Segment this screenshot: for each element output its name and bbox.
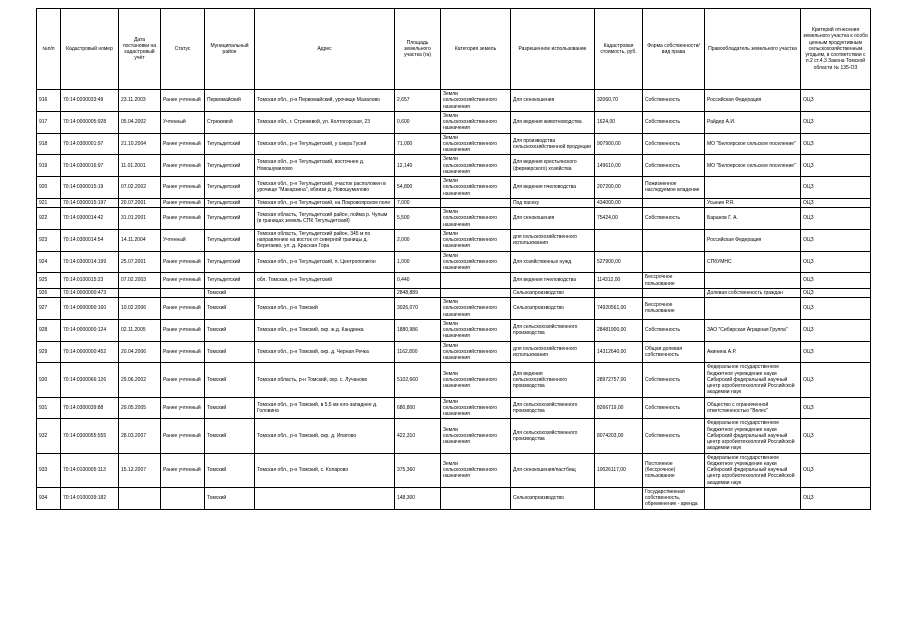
table-cell: Собственность bbox=[643, 363, 705, 397]
table-cell: Для ведения пчеловодства bbox=[511, 177, 595, 199]
table-cell: 20.04.2006 bbox=[119, 341, 161, 363]
table-cell: Для производства сельскохозяйственной продукции bbox=[511, 133, 595, 155]
table-cell: 923 bbox=[37, 229, 61, 251]
table-cell: 70:14:0300039:88 bbox=[61, 397, 119, 419]
table-cell: Томская обл., г. Стрежевой, ул. Колтогорская, 23 bbox=[255, 111, 395, 133]
table-row bbox=[37, 208, 871, 230]
table-cell bbox=[441, 273, 511, 289]
table-cell: 70:14:0300015:197 bbox=[61, 198, 119, 207]
table-cell: 1880,986 bbox=[395, 319, 441, 341]
table-cell: Томская обл., р-н Томский, окр. д. Ипатово bbox=[255, 419, 395, 453]
table-cell: Томский bbox=[205, 487, 255, 509]
table-cell: Для сенокошения bbox=[511, 90, 595, 112]
table-cell: 927 bbox=[37, 298, 61, 320]
column-header-5: Муниципальный район bbox=[205, 9, 255, 90]
table-cell: Земли сельскохозяйственного назначения bbox=[441, 397, 511, 419]
table-cell: ОЦЗ bbox=[801, 273, 871, 289]
table-cell: 8266719,00 bbox=[595, 397, 643, 419]
table-cell: ОЦЗ bbox=[801, 397, 871, 419]
table-cell: МО "Белоярское сельское поселение" bbox=[705, 155, 801, 177]
table-cell: 54,800 bbox=[395, 177, 441, 199]
table-cell: Земли сельскохозяйственного назначения bbox=[441, 177, 511, 199]
table-cell: Первомайский bbox=[205, 90, 255, 112]
table-cell: 932 bbox=[37, 419, 61, 453]
table-cell: 434000,00 bbox=[595, 198, 643, 207]
table-cell: 907900,00 bbox=[595, 133, 643, 155]
table-cell: Земли сельскохозяйственного назначения bbox=[441, 90, 511, 112]
table-cell: 680,800 bbox=[395, 397, 441, 419]
table-cell: 1162,800 bbox=[395, 341, 441, 363]
table-cell: Томская обл., р-н Тегульдетский, восточнее д. Новошумилово bbox=[255, 155, 395, 177]
column-header-8: Категория земель bbox=[441, 9, 511, 90]
table-cell: 0,600 bbox=[395, 111, 441, 133]
table-cell: 07.02.2002 bbox=[119, 177, 161, 199]
table-cell: Земли сельскохозяйственного назначения bbox=[441, 155, 511, 177]
table-cell: ОЦЗ bbox=[801, 251, 871, 273]
table-cell: Сельхозпроизводство bbox=[511, 288, 595, 297]
table-row bbox=[37, 229, 871, 251]
table-cell: Акинина А.Р. bbox=[705, 341, 801, 363]
table-cell bbox=[441, 198, 511, 207]
table-cell bbox=[119, 288, 161, 297]
table-cell: для сельскохозяйственного использования bbox=[511, 229, 595, 251]
table-cell: 32060,70 bbox=[595, 90, 643, 112]
table-cell: Собственность bbox=[643, 90, 705, 112]
table-cell: Общество с ограниченной ответственностью "Велес" bbox=[705, 397, 801, 419]
table-header bbox=[37, 9, 871, 90]
table-cell: Томский bbox=[205, 319, 255, 341]
table-cell: Федеральное государственное бюджетное учреждение науки Сибирский федеральный научный центр агробиотехнологий Российской академии наук bbox=[705, 453, 801, 487]
table-cell: 05.04.2002 bbox=[119, 111, 161, 133]
table-cell: Бессрочное пользование bbox=[643, 298, 705, 320]
table-cell: обл. Томская, р-н Тегульдетский bbox=[255, 273, 395, 289]
table-cell: 15.12.2007 bbox=[119, 453, 161, 487]
table-row bbox=[37, 419, 871, 453]
table-cell: 12,140 bbox=[395, 155, 441, 177]
table-cell: ОЦЗ bbox=[801, 198, 871, 207]
table-cell bbox=[643, 229, 705, 251]
table-cell: Ранее учтенный bbox=[161, 298, 205, 320]
table-cell: 919 bbox=[37, 155, 61, 177]
table-cell: Тегульдетский bbox=[205, 198, 255, 207]
table-cell: 70:14:0300015:19 bbox=[61, 177, 119, 199]
table-cell: 10.02.2006 bbox=[119, 298, 161, 320]
table-cell: 934 bbox=[37, 487, 61, 509]
table-cell: Учтенный bbox=[161, 229, 205, 251]
table-cell: Земли сельскохозяйственного назначения bbox=[441, 229, 511, 251]
table-cell: 207200,00 bbox=[595, 177, 643, 199]
table-cell: Земли сельскохозяйственного назначения bbox=[441, 363, 511, 397]
table-cell: 924 bbox=[37, 251, 61, 273]
table-cell: 70:14:0000005:928 bbox=[61, 111, 119, 133]
table-cell: Тегульдетский bbox=[205, 229, 255, 251]
table-cell: 933 bbox=[37, 453, 61, 487]
table-cell: ОЦЗ bbox=[801, 487, 871, 509]
table-cell: Собственность bbox=[643, 419, 705, 453]
table-cell: Томский bbox=[205, 397, 255, 419]
table-cell: СПбУМНС bbox=[705, 251, 801, 273]
table-cell: Собственность bbox=[643, 319, 705, 341]
column-header-9: Разрешенное использование bbox=[511, 9, 595, 90]
table-cell: 14.11.2004 bbox=[119, 229, 161, 251]
table-cell: Томский bbox=[205, 298, 255, 320]
table-cell: 31.01.2001 bbox=[119, 208, 161, 230]
table-cell: 70:14:0300016:97 bbox=[61, 155, 119, 177]
table-cell: ОЦЗ bbox=[801, 298, 871, 320]
table-cell: Для ведения животноводства bbox=[511, 111, 595, 133]
table-cell: Федеральное государственное бюджетное учреждение науки Сибирский федеральный научный центр агробиотехнологий Российской академии наук bbox=[705, 363, 801, 397]
table-cell: 70:14:0300066:126 bbox=[61, 363, 119, 397]
table-cell: ОЦЗ bbox=[801, 363, 871, 397]
table-cell bbox=[595, 229, 643, 251]
table-cell: Томский bbox=[205, 363, 255, 397]
table-cell: 75424,00 bbox=[595, 208, 643, 230]
table-cell bbox=[705, 487, 801, 509]
column-header-13: Критерий отнесения земельного участка к особо ценным продуктивным сельскохозяйственным угодьям, в соответствии с п.2 ст.4.3 Закона Томской области № 135-ОЗ bbox=[801, 9, 871, 90]
table-cell: Земли сельскохозяйственного назначения bbox=[441, 341, 511, 363]
table-cell bbox=[705, 298, 801, 320]
table-cell: Усынин Р.Я. bbox=[705, 198, 801, 207]
table-cell: 925 bbox=[37, 273, 61, 289]
table-cell: Томская обл., р-н Томский, окр. ж.д. Кандинка bbox=[255, 319, 395, 341]
table-cell bbox=[255, 487, 395, 509]
table-cell: 5,500 bbox=[395, 208, 441, 230]
table-cell: 2,000 bbox=[395, 229, 441, 251]
table-cell: 929 bbox=[37, 341, 61, 363]
table-cell: 74920561,00 bbox=[595, 298, 643, 320]
table-cell: 920 bbox=[37, 177, 61, 199]
table-cell: 70:14:0000000:124 bbox=[61, 319, 119, 341]
table-cell: 70:14:0300014:199 bbox=[61, 251, 119, 273]
table-cell: 28972757,00 bbox=[595, 363, 643, 397]
table-cell: Томская обл., р-н Первомайский, урочище Мазалово bbox=[255, 90, 395, 112]
table-cell: Ранее учтенный bbox=[161, 177, 205, 199]
column-header-1: №п/п bbox=[37, 9, 61, 90]
table-cell: Томская обл., р-н Тегульдетский, на Покровоярском поле bbox=[255, 198, 395, 207]
table-cell: 7,000 bbox=[395, 198, 441, 207]
table-cell: 926 bbox=[37, 288, 61, 297]
table-cell: ОЦЗ bbox=[801, 288, 871, 297]
table-cell: Общая долевая собственность bbox=[643, 341, 705, 363]
table-cell: 28.03.2007 bbox=[119, 419, 161, 453]
table-cell: Собственность bbox=[643, 111, 705, 133]
table-body bbox=[37, 90, 871, 510]
table-cell: Ранее учтенный bbox=[161, 341, 205, 363]
table-cell: Российская Федерация bbox=[705, 229, 801, 251]
table-cell: Под пасеку bbox=[511, 198, 595, 207]
table-cell: Томский bbox=[205, 419, 255, 453]
table-cell bbox=[595, 487, 643, 509]
table-cell: 10026117,00 bbox=[595, 453, 643, 487]
table-cell: 422,310 bbox=[395, 419, 441, 453]
table-cell: 921 bbox=[37, 198, 61, 207]
table-cell: Ранее учтенный bbox=[161, 208, 205, 230]
table-cell: МО "Белоярское сельское поселение" bbox=[705, 133, 801, 155]
table-cell: Стрежевой bbox=[205, 111, 255, 133]
table-cell: 70:14:0300014:54 bbox=[61, 229, 119, 251]
table-row bbox=[37, 177, 871, 199]
table-cell bbox=[255, 288, 395, 297]
table-cell: 916 bbox=[37, 90, 61, 112]
table-cell: Земли сельскохозяйственного назначения bbox=[441, 251, 511, 273]
table-cell bbox=[119, 487, 161, 509]
table-cell: 70:14:0300001:97 bbox=[61, 133, 119, 155]
table-cell: 2848,889 bbox=[395, 288, 441, 297]
table-cell: Тегульдетский bbox=[205, 273, 255, 289]
table-cell: Собственность bbox=[643, 208, 705, 230]
table-cell: 23.11.2003 bbox=[119, 90, 161, 112]
table-cell: 527900,00 bbox=[595, 251, 643, 273]
table-row bbox=[37, 363, 871, 397]
table-cell: Ранее учтенный bbox=[161, 419, 205, 453]
table-cell: 5102,660 bbox=[395, 363, 441, 397]
table-cell: Для ведения пчеловодства bbox=[511, 273, 595, 289]
table-cell: 70:14:0200033:49 bbox=[61, 90, 119, 112]
table-cell: 0,440 bbox=[395, 273, 441, 289]
table-cell: Ранее учтенный bbox=[161, 198, 205, 207]
table-cell: Для сельскохозяйственного производства bbox=[511, 397, 595, 419]
table-row bbox=[37, 198, 871, 207]
table-cell: Земли сельскохозяйственного назначения bbox=[441, 419, 511, 453]
table-cell: 1624,00 bbox=[595, 111, 643, 133]
table-cell: 3026,070 bbox=[395, 298, 441, 320]
table-cell bbox=[643, 288, 705, 297]
table-cell bbox=[441, 487, 511, 509]
table-cell: 930 bbox=[37, 363, 61, 397]
column-header-10: Кадастровая стоимость, руб. bbox=[595, 9, 643, 90]
table-cell: 922 bbox=[37, 208, 61, 230]
table-cell: Томская обл., р-н Тегульдетский, п. Центрополигон bbox=[255, 251, 395, 273]
table-cell: Томская обл., р-н Томский, в 5,5 км юго-западнее д. Головина bbox=[255, 397, 395, 419]
table-cell: ЗАО "Сибирская Аграрная Группа" bbox=[705, 319, 801, 341]
table-cell: Тегульдетский bbox=[205, 133, 255, 155]
table-cell: 14312640,00 bbox=[595, 341, 643, 363]
table-cell: ОЦЗ bbox=[801, 177, 871, 199]
table-cell bbox=[705, 273, 801, 289]
table-row bbox=[37, 251, 871, 273]
table-row bbox=[37, 397, 871, 419]
table-row bbox=[37, 90, 871, 112]
table-cell: Томская обл., р-н Тегульдетский, участок расположен в урочище "Макарзина", вблизи д. Новошумилово bbox=[255, 177, 395, 199]
table-cell: Пожизненное наследуемое владение bbox=[643, 177, 705, 199]
table-cell: Томская обл., р-н Томский bbox=[255, 298, 395, 320]
column-header-12: Правообладатель земельного участка bbox=[705, 9, 801, 90]
table-cell: Собственность bbox=[643, 133, 705, 155]
table-cell: 70:14:0300014:42 bbox=[61, 208, 119, 230]
table-cell: Для ведения сельскохозяйственного производства bbox=[511, 363, 595, 397]
table-cell: Томский bbox=[205, 288, 255, 297]
table-cell: Федеральное государственное бюджетное учреждение науки Сибирский федеральный научный центр агробиотехнологий Российской академии наук bbox=[705, 419, 801, 453]
table-cell: Ранее учтенный bbox=[161, 319, 205, 341]
table-cell bbox=[161, 487, 205, 509]
table-cell: 148,300 bbox=[395, 487, 441, 509]
table-cell: Тегульдетский bbox=[205, 251, 255, 273]
table-cell: 149610,00 bbox=[595, 155, 643, 177]
table-cell: ОЦЗ bbox=[801, 319, 871, 341]
table-cell bbox=[595, 288, 643, 297]
table-cell: Ранее учтенный bbox=[161, 453, 205, 487]
table-cell: ОЦЗ bbox=[801, 453, 871, 487]
table-cell: 70:14:0300055:555 bbox=[61, 419, 119, 453]
table-cell: 917 bbox=[37, 111, 61, 133]
table-cell: Ранее учтенный bbox=[161, 251, 205, 273]
table-row bbox=[37, 453, 871, 487]
table-cell: 70:14:0000000:473 bbox=[61, 288, 119, 297]
cadastral-parcels-table bbox=[36, 8, 871, 510]
table-cell: Ранее учтенный bbox=[161, 90, 205, 112]
column-header-6: Адрес bbox=[255, 9, 395, 90]
table-cell: Земли сельскохозяйственного назначения bbox=[441, 453, 511, 487]
table-cell: 29.05.2005 bbox=[119, 397, 161, 419]
table-cell: 918 bbox=[37, 133, 61, 155]
table-cell: Собственность bbox=[643, 155, 705, 177]
table-cell: Земли сельскохозяйственного назначения bbox=[441, 298, 511, 320]
column-header-11: Форма собственности/вид права bbox=[643, 9, 705, 90]
table-cell: Ранее учтенный bbox=[161, 273, 205, 289]
table-cell: Ранее учтенный bbox=[161, 133, 205, 155]
table-cell: 375,360 bbox=[395, 453, 441, 487]
column-header-7: Площадь земельного участка (га) bbox=[395, 9, 441, 90]
table-cell: ОЦЗ bbox=[801, 90, 871, 112]
column-header-2: Кадастровый номер bbox=[61, 9, 119, 90]
table-cell: Сельхозпроизводство bbox=[511, 487, 595, 509]
table-cell bbox=[643, 251, 705, 273]
table-cell: Постоянное (бессрочное) пользование bbox=[643, 453, 705, 487]
table-cell: Райдер А.И. bbox=[705, 111, 801, 133]
table-cell: Томская обл., р-н Тегульдетский, у озера Гусей bbox=[255, 133, 395, 155]
table-cell bbox=[441, 288, 511, 297]
table-cell: Томская область, Тегульдетский район, 345 м по направлению на восток от северной границы д. Берегаево, ул. д. Красная Гора bbox=[255, 229, 395, 251]
table-cell: Земли сельскохозяйственного назначения bbox=[441, 111, 511, 133]
table-cell: Томский bbox=[205, 453, 255, 487]
table-cell: 8074203,00 bbox=[595, 419, 643, 453]
column-header-4: Статус bbox=[161, 9, 205, 90]
table-cell: Для ведения крестьянского (фермерского) хозяйства bbox=[511, 155, 595, 177]
table-cell: Сельхозпроизводство bbox=[511, 298, 595, 320]
table-cell: Ранее учтенный bbox=[161, 397, 205, 419]
table-cell: Томская обл., р-н Томский, окр. д. Черная Речка bbox=[255, 341, 395, 363]
table-cell: Земли сельскохозяйственного назначения bbox=[441, 133, 511, 155]
table-cell: Тегульдетский bbox=[205, 177, 255, 199]
table-row bbox=[37, 341, 871, 363]
table-cell: Для хозяйственных нужд bbox=[511, 251, 595, 273]
table-row bbox=[37, 133, 871, 155]
table-row bbox=[37, 273, 871, 289]
table-cell: Ранее учтенный bbox=[161, 155, 205, 177]
table-cell: 70:14:0100005:113 bbox=[61, 453, 119, 487]
table-cell: 71,000 bbox=[395, 133, 441, 155]
table-cell: 25.07.2001 bbox=[119, 251, 161, 273]
column-header-3: Дата постановки на кадастровый учёт bbox=[119, 9, 161, 90]
table-cell: 70:14:0100039:182 bbox=[61, 487, 119, 509]
table-cell: Для сельскохозяйственного производства bbox=[511, 419, 595, 453]
table-cell: 11.01.2001 bbox=[119, 155, 161, 177]
table-cell: Для сенокошения/пастбищ bbox=[511, 453, 595, 487]
table-cell: Ранее учтенный bbox=[161, 363, 205, 397]
table-cell: Томская область, р-н Томский, окр. с. Лучаново bbox=[255, 363, 395, 397]
table-cell: Земли сельскохозяйственного назначения bbox=[441, 319, 511, 341]
table-cell: ОЦЗ bbox=[801, 341, 871, 363]
table-cell: Томский bbox=[205, 341, 255, 363]
table-cell bbox=[161, 288, 205, 297]
table-cell: 70:14:0000000:452 bbox=[61, 341, 119, 363]
table-cell: 20.07.2001 bbox=[119, 198, 161, 207]
table-cell: Томская обл., р-н Томский, с. Коларово bbox=[255, 453, 395, 487]
table-cell: Долевая собственность граждан bbox=[705, 288, 801, 297]
header-row bbox=[37, 9, 871, 90]
table-cell: Томская область, Тегульдетский район, пойма р. Чулым (в границах земель СПК Тегульдетский) bbox=[255, 208, 395, 230]
table-row bbox=[37, 155, 871, 177]
table-cell: Собственность bbox=[643, 397, 705, 419]
table-cell: 29.06.2002 bbox=[119, 363, 161, 397]
table-cell: 07.02.2003 bbox=[119, 273, 161, 289]
table-cell: ОЦЗ bbox=[801, 133, 871, 155]
table-cell: 21.10.2004 bbox=[119, 133, 161, 155]
table-cell bbox=[643, 198, 705, 207]
table-row bbox=[37, 298, 871, 320]
table-cell: ОЦЗ bbox=[801, 155, 871, 177]
table-cell: 114312,00 bbox=[595, 273, 643, 289]
table-cell: 928 bbox=[37, 319, 61, 341]
table-row bbox=[37, 319, 871, 341]
table-cell: Бессрочное пользование bbox=[643, 273, 705, 289]
table-cell: Тегульдетский bbox=[205, 155, 255, 177]
table-cell: Российская Федерация bbox=[705, 90, 801, 112]
table-cell: 2,657 bbox=[395, 90, 441, 112]
table-cell bbox=[705, 177, 801, 199]
table-cell: 931 bbox=[37, 397, 61, 419]
table-cell: ОЦЗ bbox=[801, 229, 871, 251]
table-cell: 1,000 bbox=[395, 251, 441, 273]
table-cell: ОЦЗ bbox=[801, 111, 871, 133]
table-cell: 70:14:0100015:23 bbox=[61, 273, 119, 289]
table-cell: Баранов Г. А. bbox=[705, 208, 801, 230]
table-row bbox=[37, 487, 871, 509]
table-cell: ОЦЗ bbox=[801, 419, 871, 453]
table-row bbox=[37, 111, 871, 133]
table-cell: Для сельскохозяйственного производства bbox=[511, 319, 595, 341]
table-cell: 02.11.2005 bbox=[119, 319, 161, 341]
table-cell: 70:14:0000000:160 bbox=[61, 298, 119, 320]
table-cell: Учтенный bbox=[161, 111, 205, 133]
table-cell: ОЦЗ bbox=[801, 208, 871, 230]
table-cell: Тегульдетский bbox=[205, 208, 255, 230]
table-cell: Для сенокошения bbox=[511, 208, 595, 230]
table-row bbox=[37, 288, 871, 297]
table-cell: для сельскохозяйственного использования bbox=[511, 341, 595, 363]
table-cell: Земли сельскохозяйственного назначения bbox=[441, 208, 511, 230]
table-cell: 28481900,00 bbox=[595, 319, 643, 341]
table-cell: Государственная собственность, обременение - аренда bbox=[643, 487, 705, 509]
